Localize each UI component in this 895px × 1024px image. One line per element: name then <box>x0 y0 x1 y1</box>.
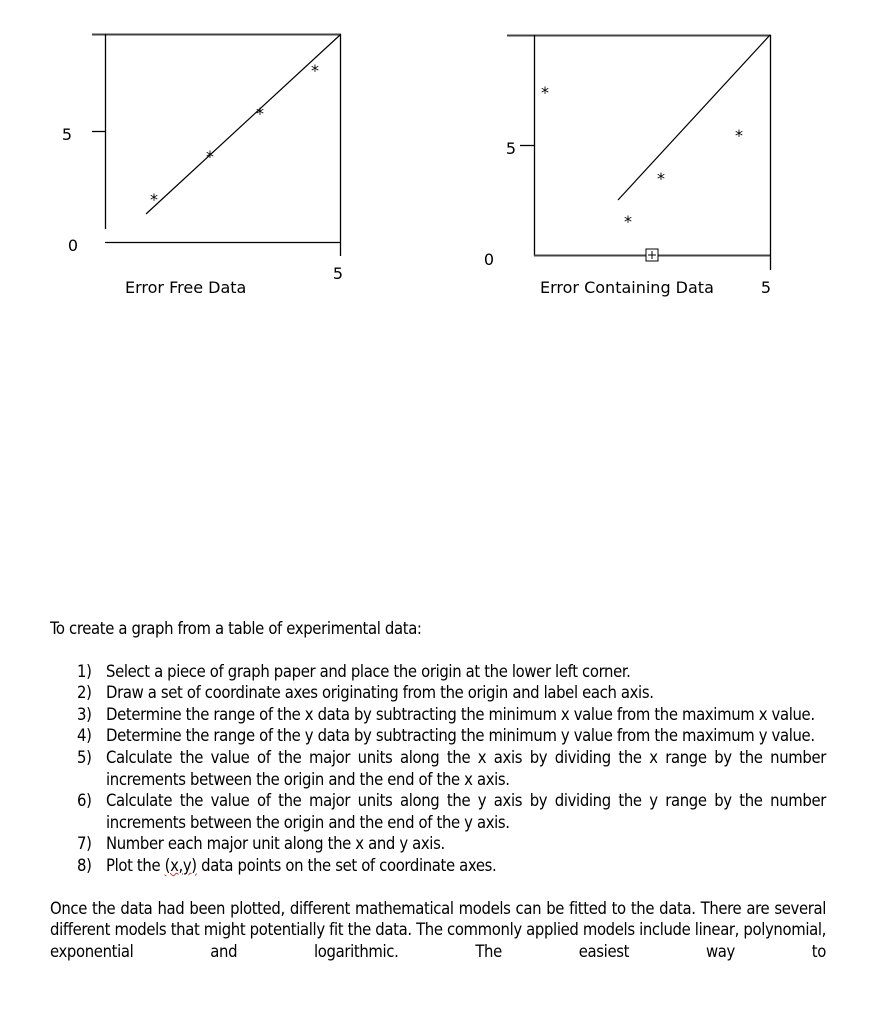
boxed-plus-icon <box>646 249 658 261</box>
data-point-star: * <box>206 147 214 166</box>
chart-error-containing <box>484 35 771 297</box>
chart-caption: Error Free Data <box>125 278 247 297</box>
step-item <box>50 833 826 855</box>
data-point-star: * <box>150 190 158 209</box>
step-text: Draw a set of coordinate axes originating from the origin and label each axis. <box>106 683 654 703</box>
step-number: 3) <box>77 704 92 724</box>
x-tick-label-5: 5 <box>760 278 772 297</box>
chart-caption: Error Containing Data <box>540 278 714 297</box>
step-item <box>50 790 826 833</box>
step-item <box>50 704 826 726</box>
step-item <box>50 725 826 747</box>
steps-list <box>50 661 826 877</box>
fit-line <box>618 35 770 200</box>
document-body <box>50 618 826 962</box>
body-paragraph: Once the data had been plotted, different mathematical models can be fitted to the data. There are several different models that might potentially fit the data. The commonly applied models include linear, polynomial, exponential and logarithmic. The easiest way to <box>50 898 826 961</box>
data-point-star: * <box>657 169 665 188</box>
step-number: 8) <box>77 855 92 875</box>
step-text: Calculate the value of the major units along the x axis by dividing the x range by the number increments between the origin and the end of the x axis. <box>106 747 826 789</box>
step-text-before: Plot the <box>106 855 165 875</box>
step-text: Number each major unit along the x and y axis. <box>106 834 445 854</box>
y-tick-label-0: 0 <box>483 250 495 269</box>
data-point-star: * <box>256 104 264 123</box>
step-text: Select a piece of graph paper and place the origin at the lower left corner. <box>106 661 631 681</box>
data-point-star: * <box>541 83 549 102</box>
step-text: Determine the range of the x data by subtracting the minimum x value from the maximum x value. <box>106 704 815 724</box>
charts-figure <box>0 0 895 320</box>
step-number: 6) <box>77 791 92 811</box>
step-text: Determine the range of the y data by subtracting the minimum y value from the maximum y value. <box>106 726 815 746</box>
step-number: 7) <box>77 834 92 854</box>
data-point-star: * <box>735 126 743 145</box>
step-number: 2) <box>77 683 92 703</box>
step-number: 1) <box>77 661 92 681</box>
y-tick-label-5: 5 <box>61 125 73 144</box>
chart-error-free <box>62 34 343 297</box>
step-item <box>50 661 826 683</box>
step-item <box>50 855 826 877</box>
intro-text: To create a graph from a table of experimental data: <box>50 619 422 638</box>
step-number: 4) <box>77 726 92 746</box>
y-tick-label-5: 5 <box>505 139 517 158</box>
y-tick-label-0: 0 <box>67 236 79 255</box>
data-point-star: * <box>311 61 319 80</box>
spellcheck-flagged-word[interactable]: (x,y) <box>164 855 197 875</box>
step-number: 5) <box>77 747 92 767</box>
step-item <box>50 747 826 790</box>
step-item <box>50 682 826 704</box>
x-tick-label-5: 5 <box>332 264 344 283</box>
data-point-star: * <box>624 212 632 231</box>
step-text-after: data points on the set of coordinate axes. <box>196 855 497 875</box>
step-text: Calculate the value of the major units along the y axis by dividing the y range by the number increments between the origin and the end of the y axis. <box>106 791 826 832</box>
